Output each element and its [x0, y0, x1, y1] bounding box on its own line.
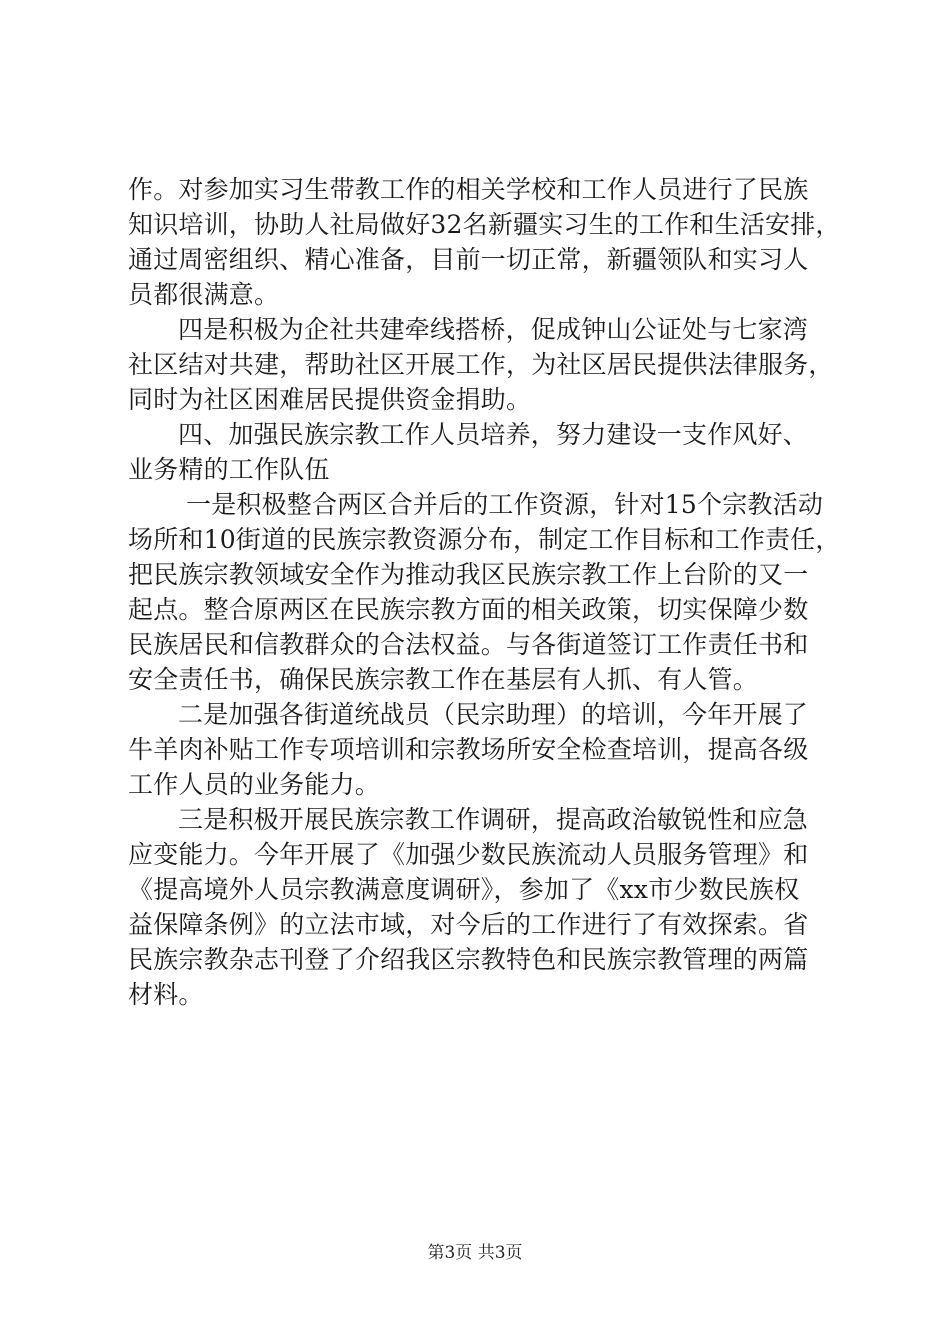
text-line: 材料。: [128, 980, 204, 1009]
paragraph-start-line: 一是积极整合两区合并后的工作资源，针对15个宗教活动: [186, 490, 824, 519]
text-line: 应变能力。今年开展了《加强少数民族流动人员服务管理》和: [128, 840, 809, 869]
text-line: 员都很满意。: [128, 280, 280, 309]
paragraph-start-line: 四是积极为企社共建牵线搭桥，促成钟山公证处与七家湾: [178, 315, 809, 344]
text-line: 民族宗教杂志刊登了介绍我区宗教特色和民族宗教管理的两篇: [128, 945, 809, 974]
text-line: 起点。整合原两区在民族宗教方面的相关政策，切实保障少数: [128, 595, 809, 624]
text-line: 民族居民和信教群众的合法权益。与各街道签订工作责任书和: [128, 630, 809, 659]
text-line: 同时为社区困难居民提供资金捐助。: [128, 385, 532, 414]
document-body: [128, 172, 841, 1012]
section-heading-line: 业务精的工作队伍: [128, 455, 330, 484]
page-number-footer: 第3页 共3页: [427, 1243, 523, 1263]
paragraph-start-line: 二是加强各街道统战员（民宗助理）的培训，今年开展了: [178, 700, 809, 729]
text-line: 牛羊肉补贴工作专项培训和宗教场所安全检查培训，提高各级: [128, 735, 809, 764]
text-line: 场所和10街道的民族宗教资源分布，制定工作目标和工作责任，: [128, 525, 841, 554]
text-line: 《提高境外人员宗教满意度调研》，参加了《xx市少数民族权: [128, 875, 800, 904]
section-heading-line: 四、加强民族宗教工作人员培养，努力建设一支作风好、: [178, 420, 809, 449]
text-line: 工作人员的业务能力。: [128, 770, 381, 799]
paragraph-start-line: 三是积极开展民族宗教工作调研，提高政治敏锐性和应急: [178, 805, 809, 834]
text-line: 通过周密组织、精心准备，目前一切正常，新疆领队和实习人: [128, 245, 809, 274]
text-line: 知识培训，协助人社局做好32名新疆实习生的工作和生活安排，: [128, 210, 841, 239]
text-line: 益保障条例》的立法市域，对今后的工作进行了有效探索。省: [128, 910, 809, 939]
text-line: 把民族宗教领域安全作为推动我区民族宗教工作上台阶的又一: [128, 560, 809, 589]
text-line: 作。对参加实习生带教工作的相关学校和工作人员进行了民族: [128, 175, 809, 204]
text-line: 安全责任书，确保民族宗教工作在基层有人抓、有人管。: [128, 665, 759, 694]
text-line: 社区结对共建，帮助社区开展工作，为社区居民提供法律服务，: [128, 350, 834, 379]
